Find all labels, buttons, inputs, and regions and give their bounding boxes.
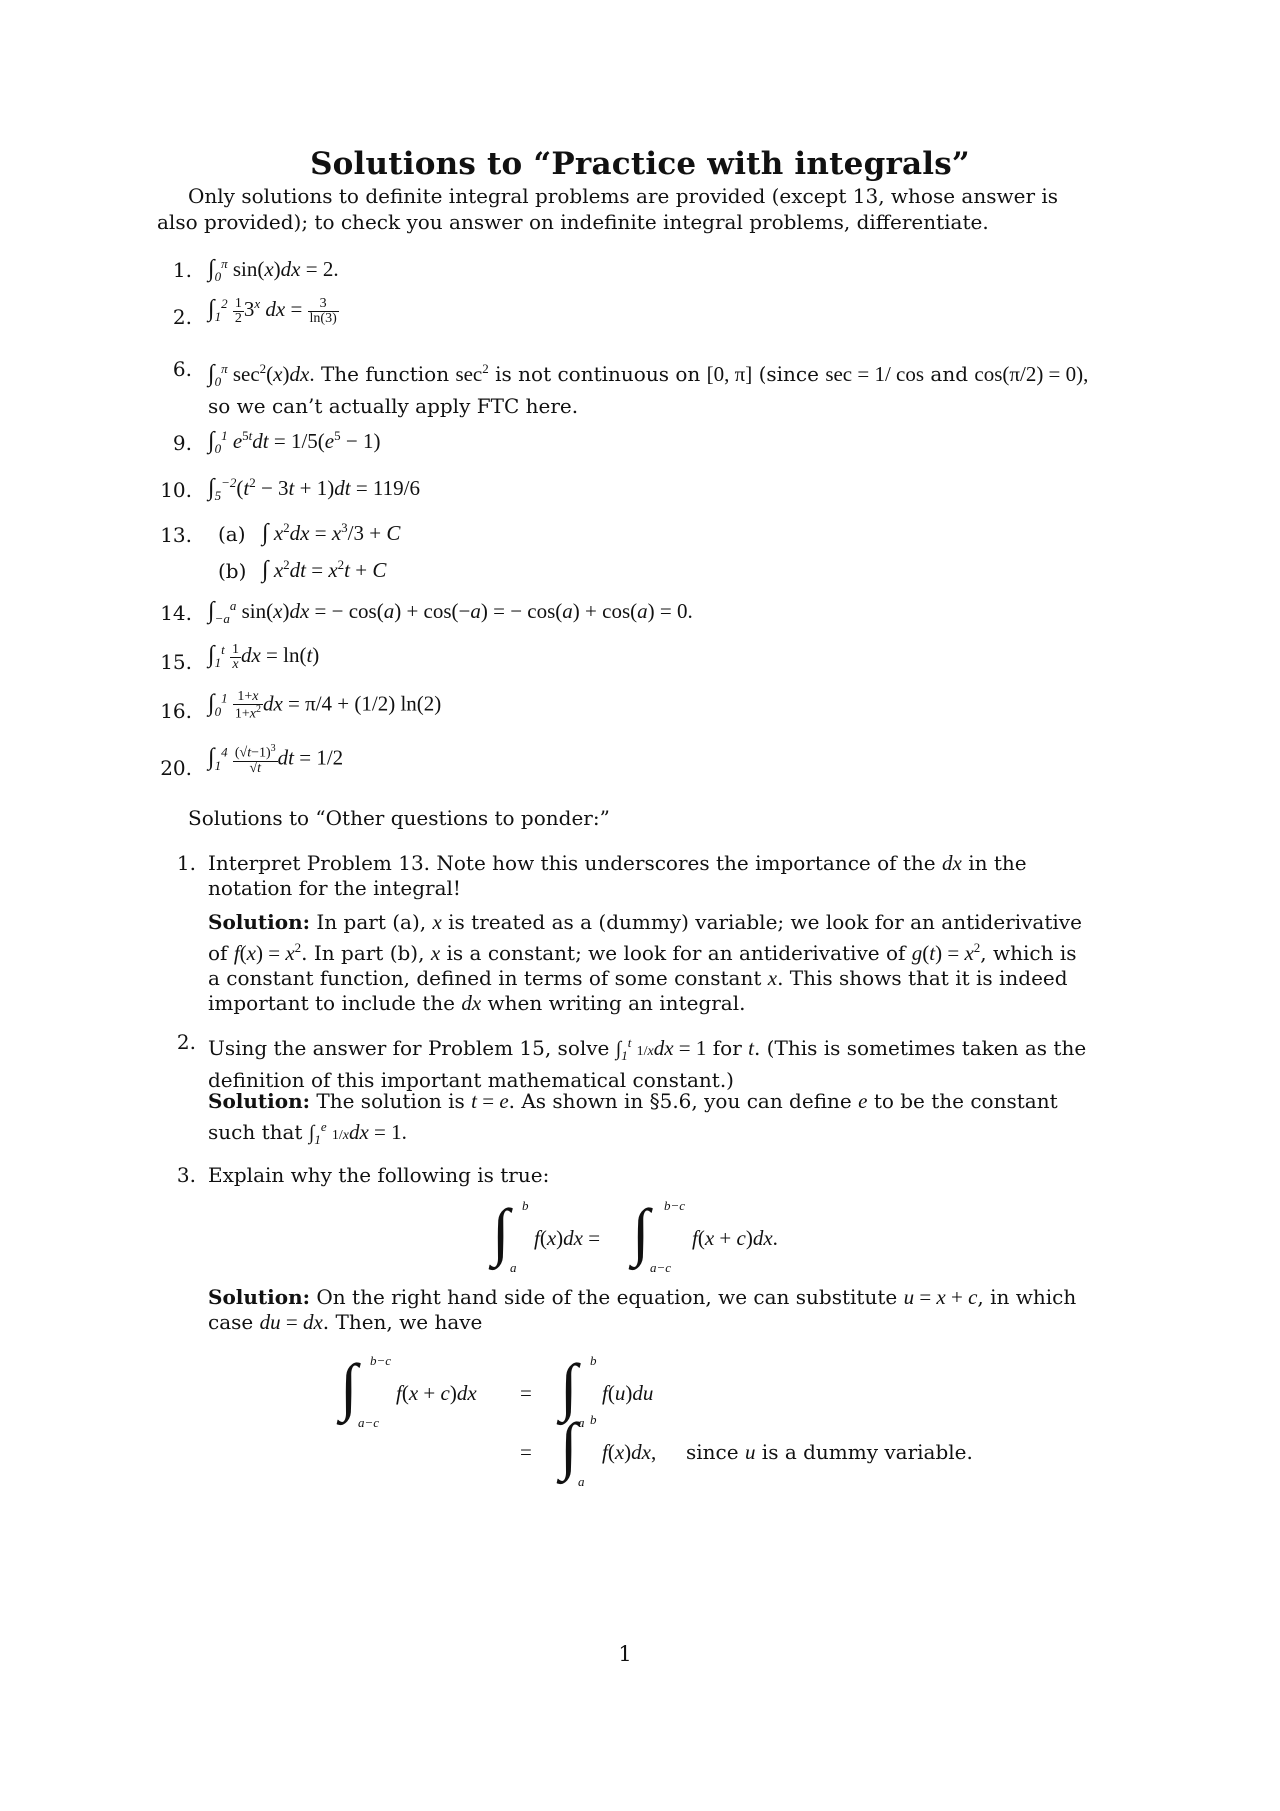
problem-14-math: $\int_{-a}^a$ sin(x)dx = − cos(a) + cos(−a) = − cos(a) + cos(a) = 0. (208, 598, 693, 627)
solution-label: Solution: (208, 1089, 311, 1113)
ponder-1-question-b: in the notation for the integral! (208, 851, 1027, 900)
problem-number: 20. (160, 756, 192, 780)
problem-number: 13. (160, 523, 192, 547)
problem-6-text-c: (since (758, 362, 819, 386)
ponder-1-solution: Solution: In part (a), x is treated as a (dummy) variable; we look for an antiderivative of $f(x) = x^2$. In part (b), x is a constant; we look for an antiderivative of $g(t) = x^2$, which is a constant function, defined in terms of some constant x. This shows that it is indeed important to include the dx when writing an integral. (208, 910, 1082, 1015)
ponder-1-s4: is a constant; we look for an antiderivative of (446, 941, 906, 965)
problem-13b-math: ∫ $x^2dt = x^2t + C$ (262, 557, 387, 583)
display-equation: ∫ b a f(x)dx = ∫ b−c a−c f(x + c)dx. (492, 1196, 778, 1275)
ponder-2-s3: to be the constant such that (208, 1089, 1058, 1144)
ponder-number: 1. (176, 851, 196, 875)
problem-number: 14. (160, 601, 192, 625)
ponder-3-question: Explain why the following is true: (208, 1163, 550, 1187)
problem-number: 15. (160, 650, 192, 674)
ponder-1-question: Interpret Problem 13. Note how this underscores the importance of the dx in the notation for the integral! (208, 851, 1027, 900)
solution-label: Solution: (208, 1285, 311, 1309)
problem-1-math: $\int_0^\pi$ sin(x)dx = 2. (208, 256, 339, 285)
page-title: Solutions to “Practice with integrals” (310, 146, 970, 182)
ponder-1-s3: . In part (b), (301, 941, 425, 965)
problem-13a-label: (a) (218, 522, 246, 546)
ponder-1-s6: . This shows that it is indeed important to include the (208, 966, 1068, 1015)
aligned-equations: ∫ b−c a−c f(x + c)dx = ∫ b a f(u)du = ∫ b a f(x)dx, since u is a dummy variable. (340, 1351, 973, 1489)
problem-6-text-e: so we can’t actually apply FTC here. (208, 394, 579, 419)
ponder-3-s1: On the right hand side of the equation, we can substitute (316, 1285, 898, 1309)
problem-10-math: $\int_5^{-2}(t^2 - 3t + 1)dt = 119/6$ (208, 475, 420, 504)
ponder-3-s2: , in which case (208, 1285, 1077, 1334)
problem-15-math: $\int_1^t$ $\frac{1}{x}$ dx = ln(t) (208, 641, 320, 672)
ponder-1-question-a: Interpret Problem 13. Note how this underscores the importance of the (208, 851, 936, 875)
problem-6-text-a: The function (320, 362, 450, 386)
problem-6-text-d: and (930, 362, 969, 386)
problem-13b-label: (b) (218, 559, 247, 583)
problem-16-math: $\int_0^1$ $\frac{1+x}{1+x^2}$ dx = π/4 + (1/2) ln(2) (208, 689, 442, 722)
ponder-2-s2: . As shown in §5.6, you can define (508, 1089, 852, 1113)
ponder-1-s7: when writing an integral. (487, 991, 746, 1015)
ponder-2-question-c: . (This is sometimes taken as the definition of this important mathematical constant.) (208, 1036, 1087, 1093)
ponder-heading: Solutions to “Other questions to ponder:” (188, 806, 610, 830)
ponder-number: 3. (176, 1163, 196, 1187)
problem-number: 1. (172, 258, 192, 282)
ponder-3-s5: is a dummy variable. (761, 1440, 973, 1464)
ponder-2-solution: Solution: The solution is t = e. As shown in §5.6, you can define e to be the constant such that $\int_1^e$ 1/xdx = 1. (208, 1089, 1058, 1148)
ponder-number: 2. (176, 1030, 196, 1054)
ponder-1-s1: In part (a), (316, 910, 427, 934)
problem-number: 16. (160, 699, 192, 723)
ponder-3-s3: . Then, we have (322, 1310, 483, 1334)
ponder-3-s4: since (686, 1440, 739, 1464)
problem-20-math: $\int_1^4$ $\frac{(√t-1)^3}{√t}$ dt = 1/2 (208, 743, 344, 776)
intro-paragraph (157, 183, 1092, 235)
ponder-1-s2: is treated as a (dummy) variable; we look for an antiderivative of (208, 910, 1082, 965)
ponder-1-s5: , which is a constant function, defined in terms of some constant (208, 941, 1077, 990)
problem-6-text-b: is not continuous on (495, 362, 701, 386)
page-number: 1 (618, 1642, 632, 1666)
problem-6-text: $\int_0^\pi$ $\sec^2(x)dx$. The function $\sec^2$ is not continuous on [0, π] (since sec = 1/ cos and cos(π/2) = 0), so we can’t actually apply FTC here. (208, 361, 1089, 419)
problem-number: 9. (172, 431, 192, 455)
problem-2-math: $\int_1^2$ $\frac{1}{2}$ 3$^x$ dx = $\frac{3}{\ln(3)}$ (208, 295, 337, 326)
intro-text: Only solutions to definite integral problems are provided (except 13, whose answer is also provided); to check you answer on indefinite integral problems, differentiate. (157, 184, 1059, 234)
ponder-2-question-b: for (712, 1036, 742, 1060)
solution-label: Solution: (208, 910, 311, 934)
problem-9-math: $\int_0^1$ $e^{5t}dt = 1/5(e^5 - 1)$ (208, 428, 381, 457)
problem-number: 6. (172, 357, 192, 381)
problem-number: 10. (160, 478, 192, 502)
ponder-2-s1: The solution is (316, 1089, 465, 1113)
ponder-2-question: Using the answer for Problem 15, solve $\int_1^t$ 1/xdx = 1 for t. (This is sometimes taken as the definition of this important mathematical constant.) (208, 1035, 1087, 1093)
problem-number: 2. (172, 305, 192, 329)
ponder-3-solution: Solution: On the right hand side of the equation, we can substitute u = x + c, in which case du = dx. Then, we have (208, 1285, 1077, 1334)
problem-13a-math: ∫ $x^2dx = x^3/3 + C$ (262, 520, 401, 546)
ponder-2-question-a: Using the answer for Problem 15, solve (208, 1036, 610, 1060)
